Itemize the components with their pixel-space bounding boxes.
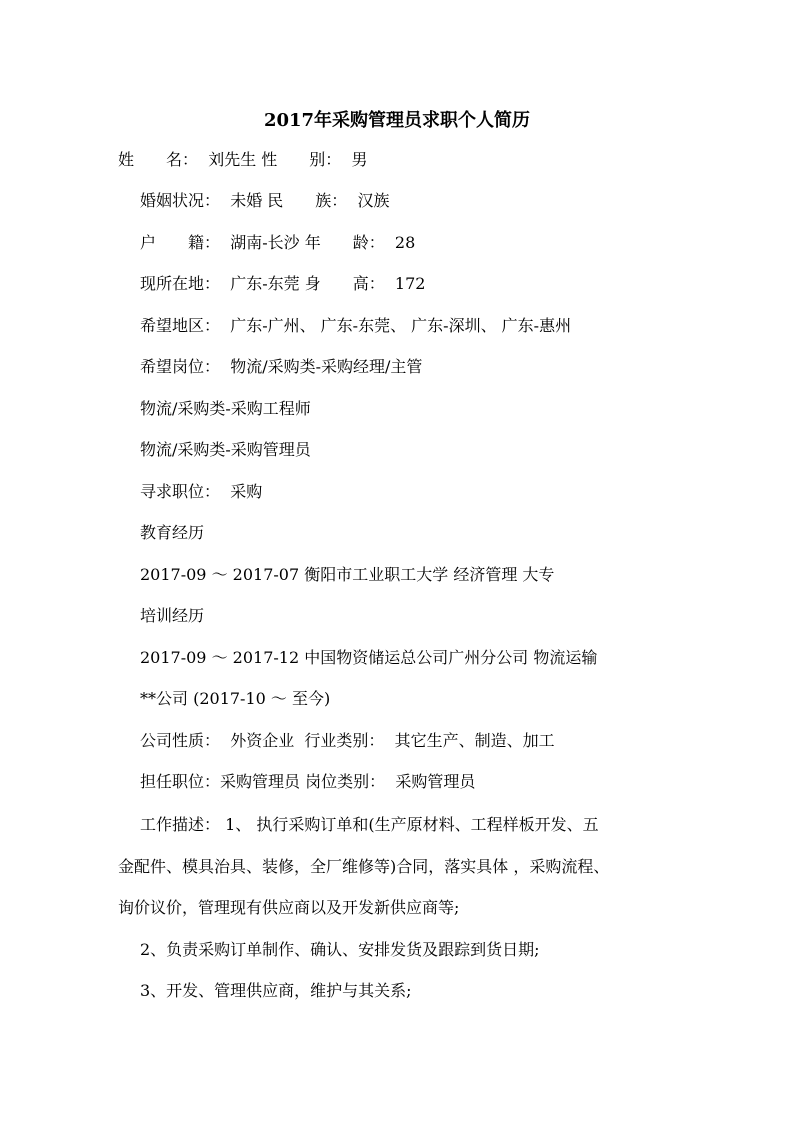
- industry-label: 行业类别：: [304, 731, 385, 750]
- work-desc-line-1: 工作描述： 1、 执行采购订单和(生产原材料、工程样板开发、五: [140, 815, 599, 834]
- location-label: 现所在地：: [140, 274, 221, 293]
- height-label: 身 高：: [304, 274, 385, 293]
- hukou-label: 户 籍：: [140, 233, 221, 252]
- marital-value: 未婚: [230, 191, 263, 210]
- location-value: 广东-东莞: [230, 274, 300, 293]
- nature-value: 外资企业: [230, 731, 295, 750]
- seek-label: 寻求职位：: [140, 482, 221, 501]
- height-value: 172: [394, 274, 426, 293]
- position-value-3: 物流/采购类-采购管理员: [140, 440, 311, 459]
- company-nature-row: [140, 731, 555, 751]
- work-company: **公司 (2017-10 ～ 至今): [140, 689, 331, 708]
- industry-value: 其它生产、制造、加工: [394, 731, 555, 750]
- region-value: 广东-广州、 广东-东莞、 广东-深圳、 广东-惠州: [230, 316, 572, 335]
- position-row: [140, 357, 422, 377]
- name-label: 姓 名：: [118, 150, 199, 169]
- role-cat-value: 采购管理员: [395, 772, 476, 791]
- age-value: 28: [394, 233, 416, 252]
- work-desc-line-2: 金配件、模具治具、装修，全厂维修等)合同，落实具体 ，采购流程、: [118, 857, 610, 876]
- hukou-age-row: [140, 233, 415, 253]
- ethnic-value: 汉族: [357, 191, 390, 210]
- nature-label: 公司性质：: [140, 731, 221, 750]
- gender-value: 男: [351, 150, 368, 169]
- position-value-1: 物流/采购类-采购经理/主管: [230, 357, 423, 376]
- region-row: [140, 316, 571, 336]
- seek-row: [140, 482, 262, 502]
- resume-title: 2017年采购管理员求职个人简历: [263, 110, 531, 131]
- role-label: 担任职位：: [140, 772, 221, 791]
- name-value: 刘先生: [208, 150, 257, 169]
- marital-ethnic-row: [140, 191, 390, 211]
- region-label: 希望地区：: [140, 316, 221, 335]
- training-entry: 2017-09 ～ 2017-12 中国物资储运总公司广州分公司 物流运输: [140, 648, 598, 667]
- marital-label: 婚姻状况：: [140, 191, 221, 210]
- work-desc-line-5: 3、开发、管理供应商，维护与其关系;: [140, 981, 412, 1000]
- role-row: [140, 772, 475, 792]
- role-value: 采购管理员: [220, 772, 301, 791]
- gender-label: 性 别：: [261, 150, 342, 169]
- work-desc-line-4: 2、负责采购订单制作、确认、安排发货及跟踪到货日期;: [140, 940, 540, 959]
- training-heading: 培训经历: [140, 606, 205, 625]
- seek-value: 采购: [230, 482, 263, 501]
- education-entry: 2017-09 ～ 2017-07 衡阳市工业职工大学 经济管理 大专: [140, 565, 555, 584]
- name-gender-row: [118, 150, 368, 170]
- education-heading: 教育经历: [140, 523, 205, 542]
- position-label: 希望岗位：: [140, 357, 221, 376]
- ethnic-label: 民 族：: [267, 191, 348, 210]
- work-desc-line-3: 询价议价，管理现有供应商以及开发新供应商等;: [118, 898, 460, 917]
- role-cat-label: 岗位类别：: [305, 772, 386, 791]
- hukou-value: 湖南-长沙: [230, 233, 300, 252]
- location-height-row: [140, 274, 425, 294]
- age-label: 年 龄：: [304, 233, 385, 252]
- position-value-2: 物流/采购类-采购工程师: [140, 399, 311, 418]
